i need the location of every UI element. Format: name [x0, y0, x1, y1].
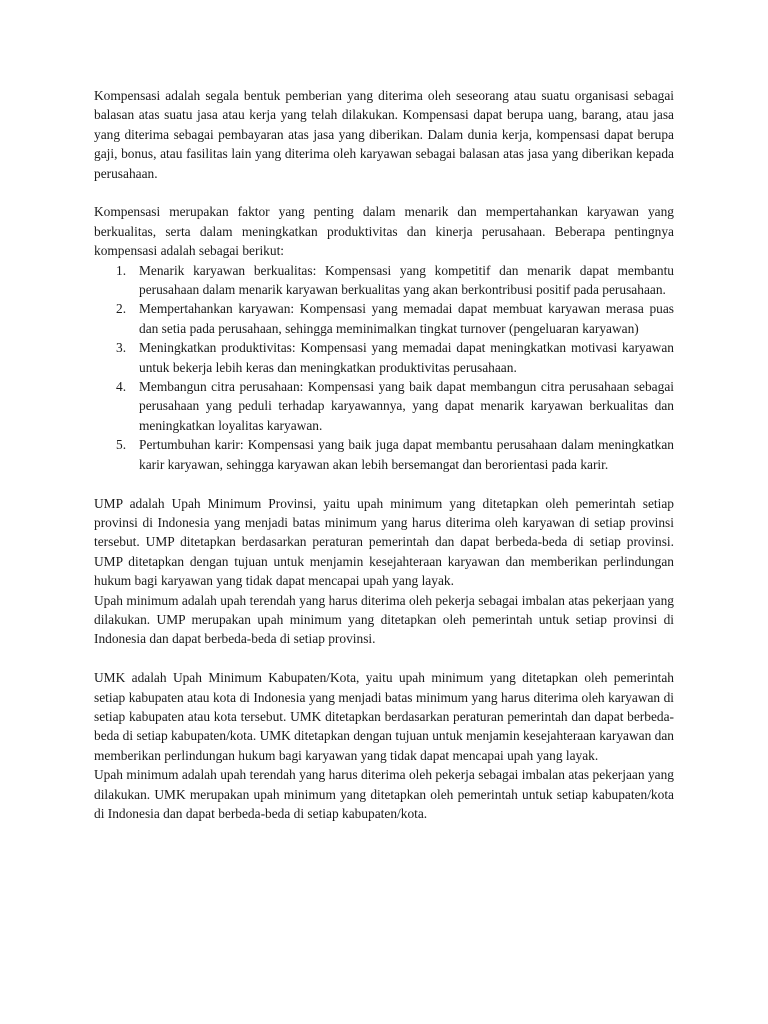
- paragraph-compensation-definition: Kompensasi adalah segala bentuk pemberian yang diterima oleh seseorang atau suatu organisasi sebagai balasan atas suatu jasa atau kerja yang telah dilakukan. Kompensasi dapat berupa uang, barang, atau jasa yang diterima sebagai pembayaran atas jasa yang diberikan. Dalam dunia kerja, kompensasi dapat berupa gaji, bonus, atau fasilitas lain yang diterima oleh karyawan sebagai balasan atas jasa yang diberikan kepada perusahaan.: [94, 88, 674, 181]
- paragraph-compensation-importance: Kompensasi merupakan faktor yang penting dalam menarik dan mempertahankan karyawan yang berkualitas, serta dalam meningkatkan produktivitas dan kinerja perusahaan. Beberapa pentingnya kompensasi adalah sebagai berikut:: [94, 204, 674, 259]
- paragraph-umk-minimum-wage: Upah minimum adalah upah terendah yang harus diterima oleh pekerja sebagai imbalan atas pekerjaan yang dilakukan. UMK merupakan upah minimum yang ditetapkan oleh pemerintah untuk setiap kabupaten/kota di Indonesia dan dapat berbeda-beda di setiap kabupaten/kota.: [94, 767, 674, 821]
- list-item: [116, 299, 674, 338]
- paragraph-spacer: [94, 649, 674, 668]
- list-item-text: Pertumbuhan karir: Kompensasi yang baik juga dapat membantu perusahaan dalam meningkatkan karir karyawan, sehingga karyawan akan lebih bersemangat dan berorientasi pada karir.: [139, 437, 674, 472]
- paragraph-spacer: [94, 183, 674, 202]
- list-item: [116, 377, 674, 435]
- list-item: [116, 261, 674, 300]
- list-item-text: Membangun citra perusahaan: Kompensasi yang baik dapat membangun citra perusahaan sebagai perusahaan yang peduli terhadap karyawannya, yang dapat menarik karyawan berkualitas dan meningkatkan loyalitas karyawan.: [139, 379, 674, 433]
- list-item-number: 3.: [116, 340, 127, 356]
- document-page: [94, 86, 674, 823]
- list-item-number: 1.: [116, 262, 127, 278]
- paragraph-ump-definition: UMP adalah Upah Minimum Provinsi, yaitu upah minimum yang ditetapkan oleh pemerintah setiap provinsi di Indonesia yang menjadi batas minimum yang harus diterima oleh karyawan di setiap provinsi tersebut. UMP ditetapkan berdasarkan peraturan pemerintah dan dapat berbeda-beda di setiap provinsi. UMP ditetapkan dengan tujuan untuk menjamin kesejahteraan karyawan dan memberikan perlindungan hukum bagi karyawan yang tidak dapat mencapai upah yang layak.: [94, 495, 674, 589]
- list-item-number: 5.: [116, 437, 127, 453]
- list-item: [116, 338, 674, 377]
- list-item-number: 2.: [116, 301, 127, 317]
- list-item-text: Meningkatkan produktivitas: Kompensasi yang memadai dapat meningkatkan motivasi karyawan untuk bekerja lebih keras dan meningkatkan produktivitas perusahaan.: [139, 340, 674, 375]
- list-item-number: 4.: [116, 379, 127, 395]
- list-item: [116, 435, 674, 474]
- list-item-text: Menarik karyawan berkualitas: Kompensasi yang kompetitif dan menarik dapat membantu perusahaan dalam menarik karyawan berkualitas yang akan berkontribusi positif pada perusahaan.: [139, 262, 674, 298]
- list-item-text: Mempertahankan karyawan: Kompensasi yang memadai dapat membuat karyawan merasa puas dan setia pada perusahaan, sehingga meminimalkan tingkat turnover (pengeluaran karyawan): [139, 301, 674, 336]
- paragraph-ump-minimum-wage: Upah minimum adalah upah terendah yang harus diterima oleh pekerja sebagai imbalan atas pekerjaan yang dilakukan. UMP merupakan upah minimum yang ditetapkan oleh pemerintah untuk setiap provinsi di Indonesia dan dapat berbeda-beda di setiap provinsi.: [94, 592, 674, 647]
- paragraph-umk-definition: UMK adalah Upah Minimum Kabupaten/Kota, yaitu upah minimum yang ditetapkan oleh pemerintah setiap kabupaten atau kota di Indonesia yang menjadi batas minimum yang harus diterima oleh karyawan di setiap kabupaten atau kota tersebut. UMK ditetapkan berdasarkan peraturan pemerintah dan dapat berbeda-beda di setiap kabupaten/kota. UMK ditetapkan dengan tujuan untuk menjamin kesejahteraan karyawan dan memberikan perlindungan hukum bagi karyawan yang tidak dapat mencapai upah yang layak.: [94, 670, 674, 763]
- importance-list: [94, 261, 674, 474]
- paragraph-spacer: [94, 474, 674, 493]
